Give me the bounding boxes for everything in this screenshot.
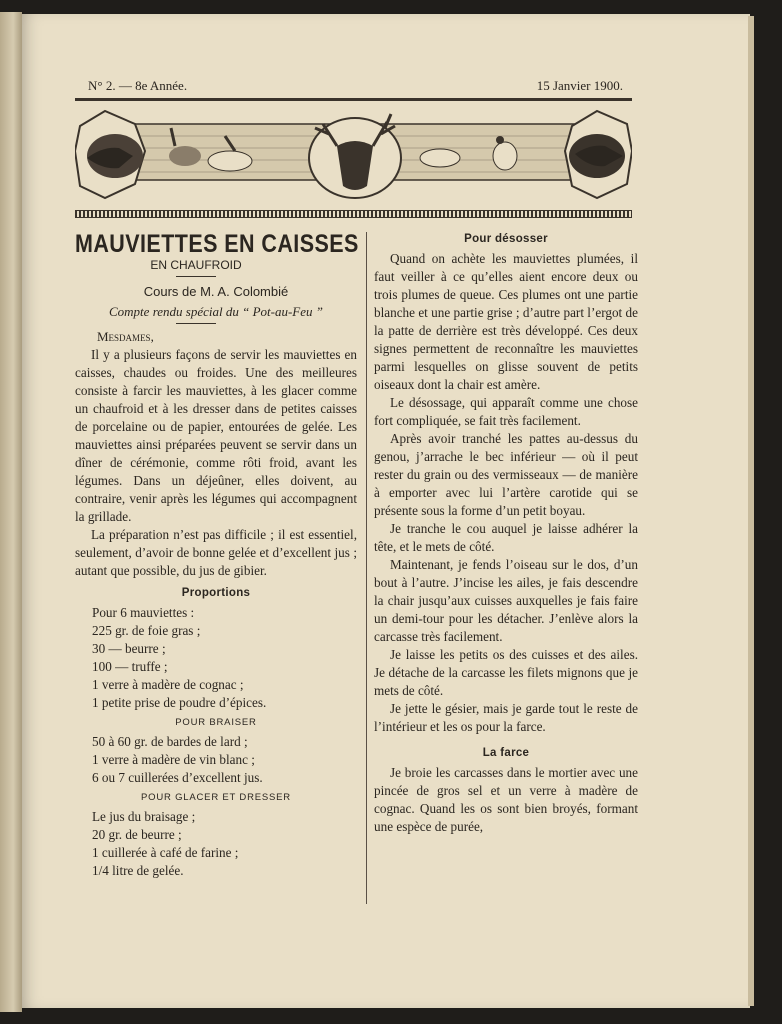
header-rule xyxy=(75,98,632,101)
issue-date: 15 Janvier 1900. xyxy=(536,78,623,93)
glacer-line: Le jus du braisage ; xyxy=(92,809,196,824)
left-column xyxy=(75,228,357,880)
ingredient-line: 100 — truffe ; xyxy=(92,659,168,674)
braiser-heading: POUR BRAISER xyxy=(175,717,257,728)
desosser-heading: Pour désosser xyxy=(464,233,548,245)
boar-head-icon xyxy=(75,111,145,198)
game-banner xyxy=(75,106,632,206)
intro-paragraph: La préparation n’est pas difficile ; il est essentiel, seulement, d’avoir de bonne gelée et d’excellent jus ; autant que possible, du jus de gibier. xyxy=(75,527,357,578)
braiser-line: 1 verre à madère de vin blanc ; xyxy=(92,752,255,767)
ingredient-line: 1 petite prise de poudre d’épices. xyxy=(92,695,267,710)
credit-rule xyxy=(176,323,216,324)
desosser-paragraph: Je laisse les petits os des cuisses et des ailes. Je détache de la carcasse les filets mignons que je mets de côté. xyxy=(374,647,638,698)
title-rule xyxy=(176,276,216,277)
farce-paragraph: Je broie les carcasses dans le mortier avec une pincée de gros sel et un verre à madère de cognac. Quand les os sont bien broyés, formant une espèce de purée, xyxy=(374,765,638,834)
course-credit: Cours de M. A. Colombié xyxy=(143,284,289,299)
desosser-paragraph: Le désossage, qui apparaît comme une chose fort compliquée, se fait très facilement. xyxy=(374,395,638,428)
report-credit: Compte rendu spécial du “ Pot-au-Feu ” xyxy=(109,304,323,319)
farce-heading: La farce xyxy=(482,747,530,759)
previous-page-edge xyxy=(0,12,22,1012)
article-title: MAUVIETTES EN CAISSES xyxy=(75,230,359,258)
desosser-paragraph: Je jette le gésier, mais je garde tout le reste de l’intérieur et les os pour la farce. xyxy=(374,701,638,734)
ornamental-rule xyxy=(75,210,632,218)
desosser-paragraph: Maintenant, je fends l’oiseau sur le dos, d’un bout à l’autre. J’incise les ailes, je fais descendre la chair jusqu’aux cuisses auxquelles je fais faire un demi-tour pour les détacher. J’enlève alors la carcasse très facilement. xyxy=(374,557,638,644)
glacer-line: 1 cuillerée à café de farine ; xyxy=(92,845,239,860)
article-subtitle: EN CHAUFROID xyxy=(150,258,242,272)
braiser-line: 50 à 60 gr. de bardes de lard ; xyxy=(92,734,248,749)
braiser-line: 6 ou 7 cuillerées d’excellent jus. xyxy=(92,770,263,785)
glacer-line: 1/4 litre de gelée. xyxy=(92,863,184,878)
intro-paragraph: Il y a plusieurs façons de servir les mauviettes en caisses, chaudes ou froides. Une des meilleures consiste à farcir les mauviettes, à les glacer comme un chaufroid et à les dresser dans de petites caisses de porcelaine ou de papier, entourées de gelée. Les mauviettes ainsi préparées peuvent se servir dans un dîner de cérémonie, comme rôti froid, avant les légumes. Dans un déjeûner, elles doivent, au contraire, venir après les légumes qui accompagnent la grillade. xyxy=(75,347,357,524)
boar-head-icon xyxy=(565,111,632,198)
proportions-heading: Proportions xyxy=(181,587,251,599)
ingredient-line: 30 — beurre ; xyxy=(92,641,166,656)
greeting: Mesdames, xyxy=(97,329,154,344)
issue-number: N° 2. — 8e Année. xyxy=(88,78,188,93)
right-column xyxy=(374,228,638,836)
desosser-paragraph: Après avoir tranché les pattes au-dessus du genou, j’arrache le bec inférieur — où il peut rester du grain ou des vermisseaux — de manière à emporter avec lui l’artère carotide qui se présente sous la forme d’un petit boyau. xyxy=(374,431,638,518)
ingredient-line: 225 gr. de foie gras ; xyxy=(92,623,201,638)
ingredient-line: 1 verre à madère de cognac ; xyxy=(92,677,244,692)
column-divider xyxy=(366,232,367,904)
desosser-paragraph: Je tranche le cou auquel je laisse adhérer la tête, et le mets de côté. xyxy=(374,521,638,554)
desosser-paragraph: Quand on achète les mauviettes plumées, il faut veiller à ce qu’elles aient encore deux ou trois plumes de queue. Ces plumes ont une partie blanche et une partie grise ; d’autre part l’ergot de la patte de derrière est très développé. Ces deux signes permettent de reconnaître les mauviettes parmi lesquelles on glisse souvent de petits oiseaux dont la chair est amère. xyxy=(374,251,638,392)
glacer-heading: POUR GLACER ET DRESSER xyxy=(141,792,291,803)
ingredient-line: Pour 6 mauviettes : xyxy=(92,605,195,620)
page-edge xyxy=(748,16,754,1006)
glacer-line: 20 gr. de beurre ; xyxy=(92,827,182,842)
